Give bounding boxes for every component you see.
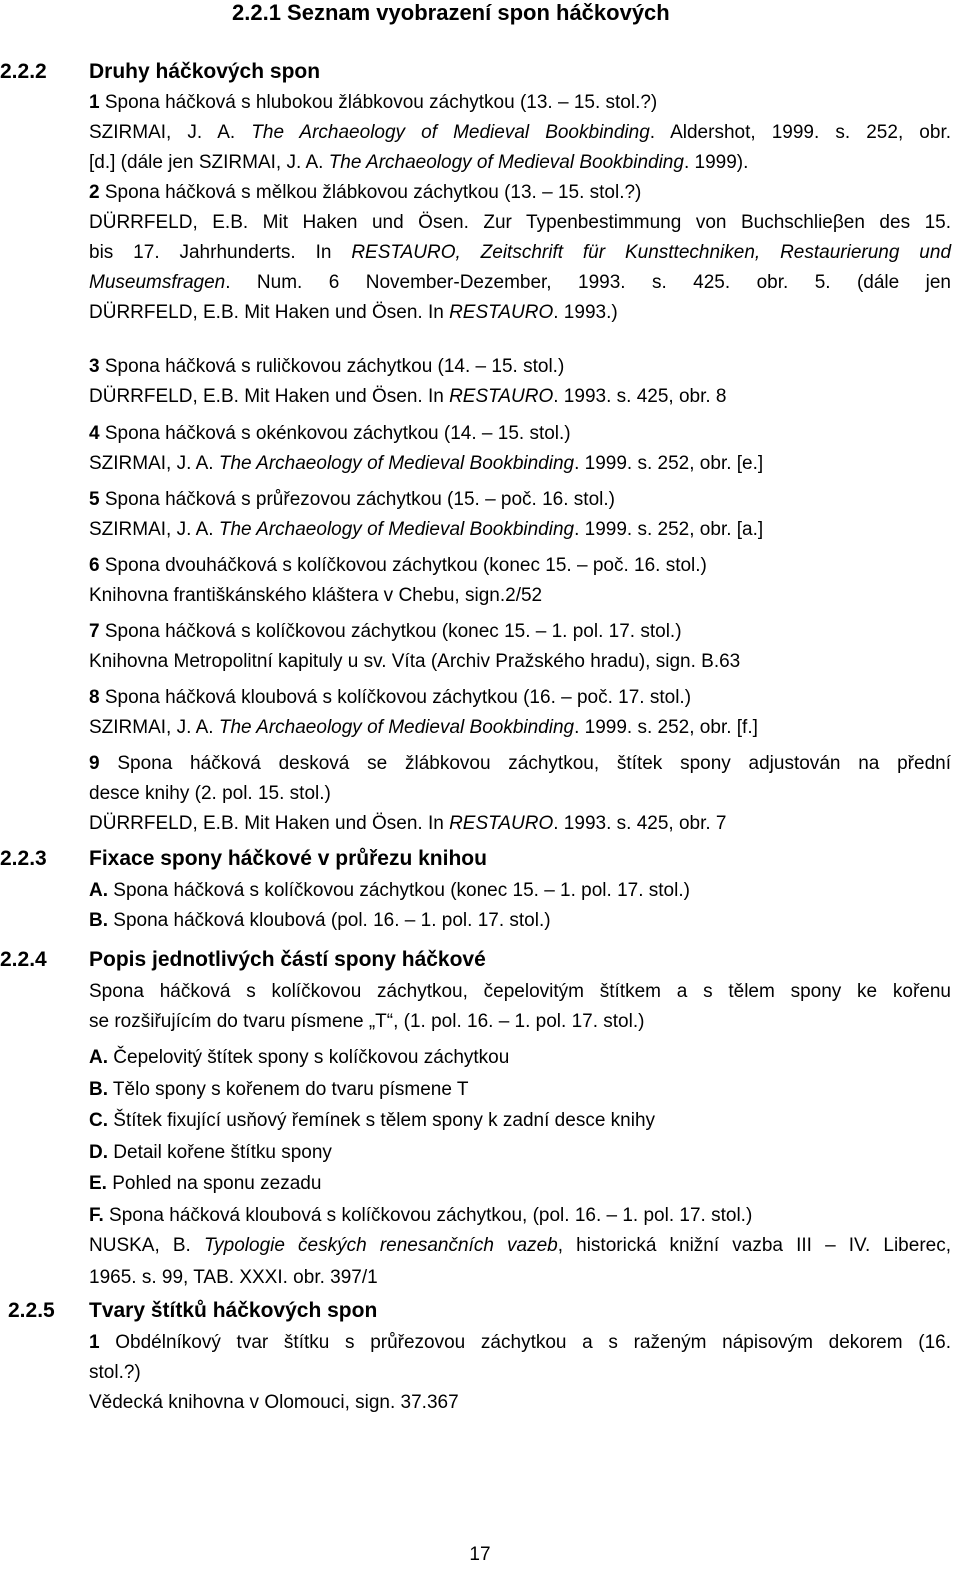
item-5	[89, 485, 951, 545]
list-item: B. Spona háčková kloubová (pol. 16. – 1. pol. 17. stol.)	[89, 910, 551, 931]
reference: DÜRRFELD, E.B. Mit Haken und Ösen. In RESTAURO. 1993.)	[89, 302, 618, 323]
list-item: D. Detail kořene štítku spony	[89, 1141, 332, 1163]
item-4	[89, 419, 951, 479]
list-item: 8 Spona háčková kloubová s kolíčkovou záchytkou (16. – poč. 17. stol.)	[89, 687, 692, 708]
section-2-2-4-item-f	[89, 1201, 951, 1294]
list-item: 1 Spona háčková s hlubokou žlábkovou záchytkou (13. – 15. stol.?)	[89, 92, 658, 113]
list-item: A. Čepelovitý štítek spony s kolíčkovou záchytkou	[89, 1047, 510, 1068]
reference: bis 17. Jahrhunderts. In RESTAURO, Zeitschrift für Kunsttechniken, Restaurierung und	[89, 242, 952, 263]
item-7	[89, 617, 951, 677]
list-item: E. Pohled na sponu zezadu	[89, 1173, 322, 1194]
item-9	[89, 749, 951, 839]
section-2-2-2-list	[89, 88, 951, 328]
reference: DÜRRFELD, E.B. Mit Haken und Ösen. In RESTAURO. 1993. s. 425, obr. 7	[89, 813, 727, 834]
reference: [d.] (dále jen SZIRMAI, J. A. The Archaeology of Medieval Bookbinding. 1999).	[89, 152, 749, 173]
list-item: 1 Obdélníkový tvar štítku s průřezovou záchytkou a s raženým nápisovým dekorem (16.	[89, 1332, 951, 1353]
list-item: 7 Spona háčková s kolíčkovou záchytkou (konec 15. – 1. pol. 17. stol.)	[89, 621, 682, 642]
paragraph: se rozšiřujícím do tvaru písmene „T“, (1. pol. 16. – 1. pol. 17. stol.)	[89, 1011, 645, 1032]
list-item: 2 Spona háčková s mělkou žlábkovou záchytkou (13. – 15. stol.?)	[89, 182, 642, 203]
list-item: A. Spona háčková s kolíčkovou záchytkou (konec 15. – 1. pol. 17. stol.)	[89, 880, 690, 901]
item-3	[89, 352, 951, 412]
section-2-2-5-list	[89, 1328, 951, 1418]
section-2-2-4-intro	[89, 977, 951, 1037]
reference: Vědecká knihovna v Olomouci, sign. 37.367	[89, 1392, 459, 1413]
reference: NUSKA, B. Typologie českých renesančních vazeb, historická knižní vazba III – IV. Liberec,	[89, 1235, 951, 1256]
reference: DÜRRFELD, E.B. Mit Haken und Ösen. In RESTAURO. 1993. s. 425, obr. 8	[89, 386, 727, 407]
reference: SZIRMAI, J. A. The Archaeology of Medieval Bookbinding. 1999. s. 252, obr. [f.]	[89, 717, 758, 738]
reference: SZIRMAI, J. A. The Archaeology of Medieval Bookbinding. 1999. s. 252, obr. [e.]	[89, 453, 764, 474]
reference: DÜRRFELD, E.B. Mit Haken und Ösen. Zur Typenbestimmung von Buchschlieβen des 15.	[89, 212, 951, 233]
reference: SZIRMAI, J. A. The Archaeology of Medieval Bookbinding. Aldershot, 1999. s. 252, obr.	[89, 122, 951, 143]
list-item: 5 Spona háčková s průřezovou záchytkou (15. – poč. 16. stol.)	[89, 489, 615, 510]
reference: 1965. s. 99, TAB. XXXI. obr. 397/1	[89, 1267, 378, 1288]
reference: Knihovna Metropolitní kapituly u sv. Víta (Archiv Pražského hradu), sign. B.63	[89, 651, 741, 672]
item-8	[89, 683, 951, 743]
list-item: F. Spona háčková kloubová s kolíčkovou záchytkou, (pol. 16. – 1. pol. 17. stol.)	[89, 1205, 753, 1226]
item-6	[89, 551, 951, 611]
list-item: B. Tělo spony s kořenem do tvaru písmene T	[89, 1078, 469, 1100]
reference: SZIRMAI, J. A. The Archaeology of Medieval Bookbinding. 1999. s. 252, obr. [a.]	[89, 519, 764, 540]
page-title: 2.2.1 Seznam vyobrazení spon háčkových	[232, 0, 670, 25]
list-item: 9 Spona háčková desková se žlábkovou záchytkou, štítek spony adjustován na přední	[89, 753, 951, 774]
list-item: 6 Spona dvouháčková s kolíčkovou záchytkou (konec 15. – poč. 16. stol.)	[89, 555, 707, 576]
list-item: 4 Spona háčková s okénkovou záchytkou (14. – 15. stol.)	[89, 423, 571, 444]
list-item-continued: desce knihy (2. pol. 15. stol.)	[89, 783, 331, 804]
reference: Knihovna františkánského kláštera v Chebu, sign.2/52	[89, 585, 543, 606]
page-number: 17	[469, 1544, 491, 1565]
list-item: 3 Spona háčková s ruličkovou záchytkou (14. – 15. stol.)	[89, 356, 565, 377]
list-item-continued: stol.?)	[89, 1362, 141, 1383]
reference: Museumsfragen. Num. 6 November-Dezember, 1993. s. 425. obr. 5. (dále jen	[89, 272, 951, 293]
section-2-2-4-list	[89, 1042, 951, 1200]
section-2-2-3-list	[89, 876, 951, 936]
list-item: C. Štítek fixující usňový řemínek s tělem spony k zadní desce knihy	[89, 1110, 656, 1131]
paragraph: Spona háčková s kolíčkovou záchytkou, čepelovitým štítkem a s tělem spony ke kořenu	[89, 981, 951, 1002]
